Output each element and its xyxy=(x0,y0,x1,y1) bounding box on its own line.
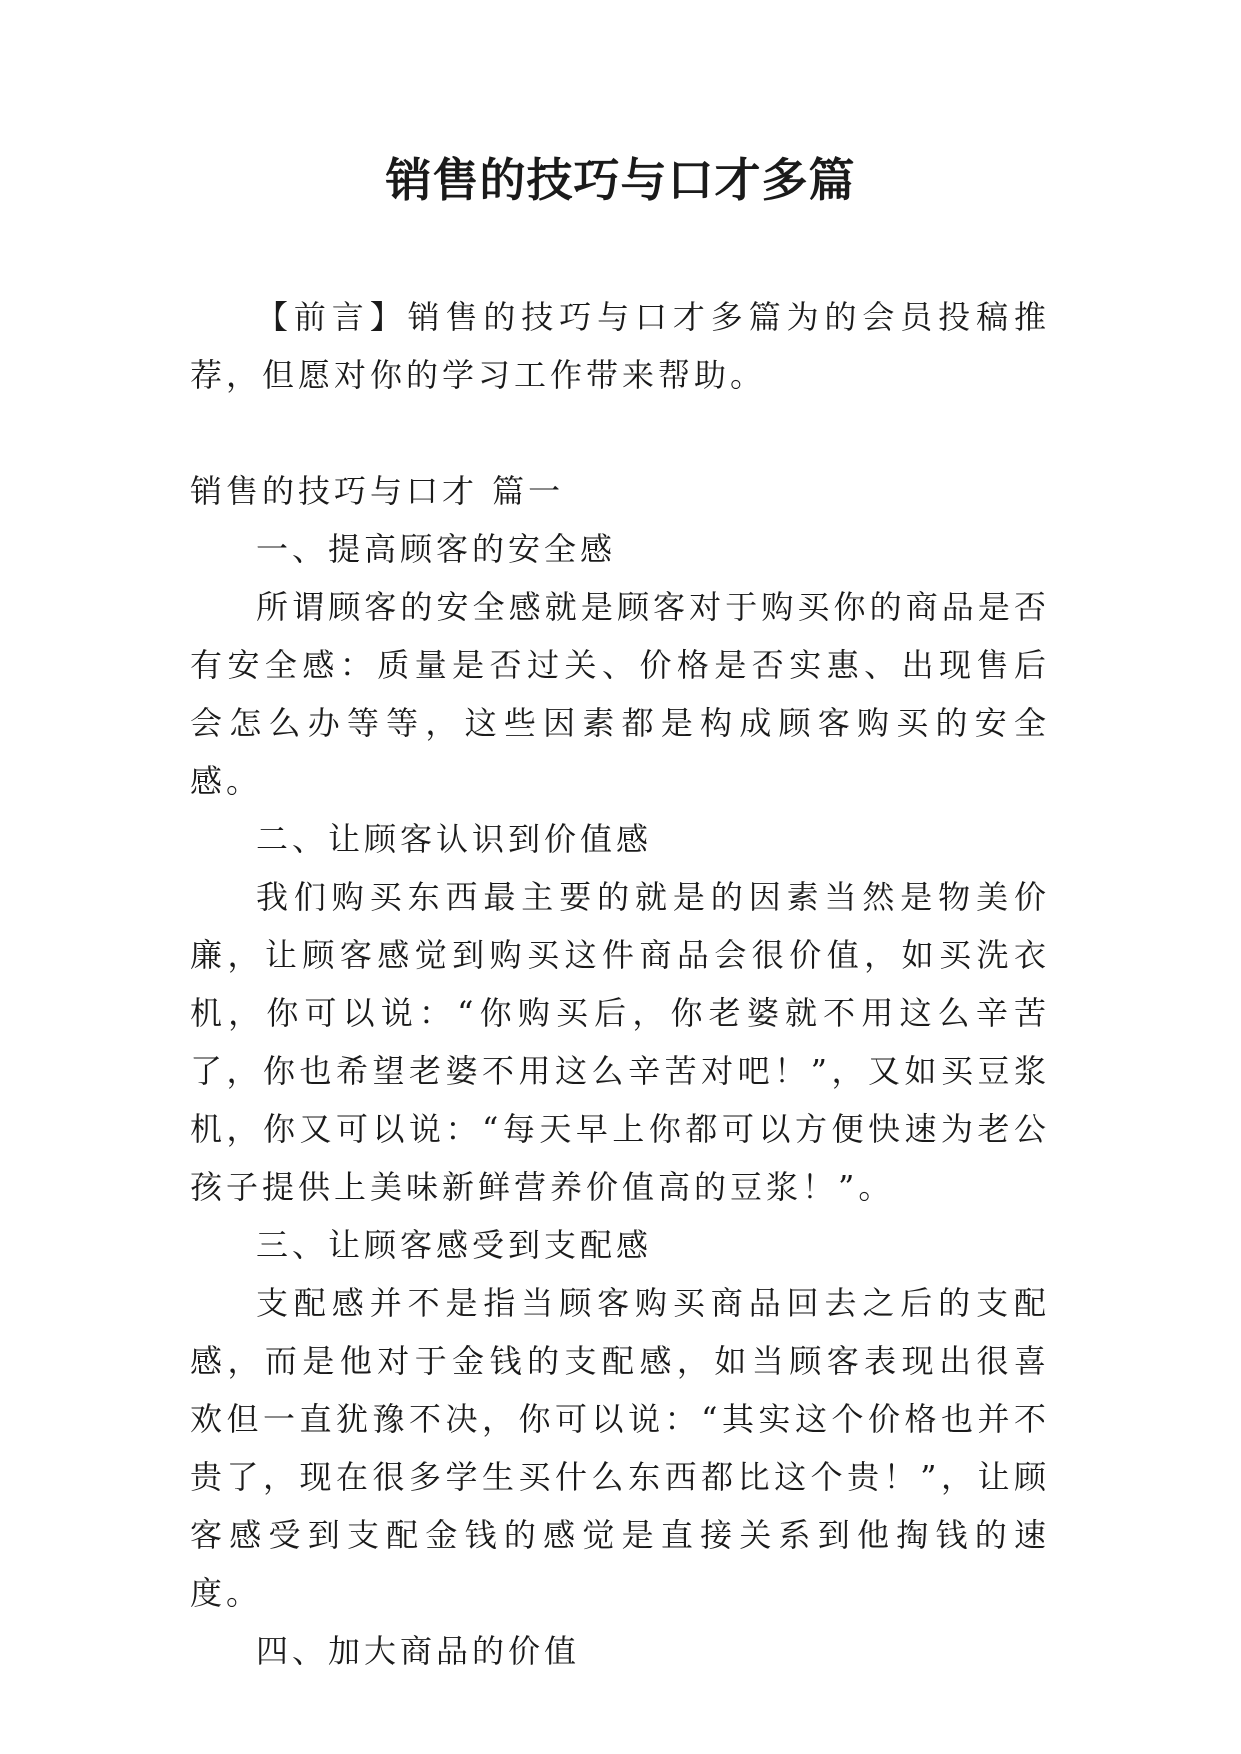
body-paragraph-1: 所谓顾客的安全感就是顾客对于购买你的商品是否有安全感：质量是否过关、价格是否实惠、出现售后会怎么办等等，这些因素都是构成顾客购买的安全感。 xyxy=(190,588,1050,800)
document-body xyxy=(190,288,1050,1680)
preface-paragraph: 【前言】销售的技巧与口才多篇为的会员投稿推荐，但愿对你的学习工作带来帮助。 xyxy=(190,298,1050,394)
point-heading-2: 二、让顾客认识到价值感 xyxy=(256,820,653,858)
point-heading-3: 三、让顾客感受到支配感 xyxy=(256,1226,653,1264)
section-title: 销售的技巧与口才 篇一 xyxy=(190,472,565,510)
document-title: 销售的技巧与口才多篇 xyxy=(385,153,856,207)
body-paragraph-3: 支配感并不是指当顾客购买商品回去之后的支配感，而是他对于金钱的支配感，如当顾客表现出很喜欢但一直犹豫不决，你可以说：“其实这个价格也并不贵了，现在很多学生买什么东西都比这个贵！”，让顾客感受到支配金钱的感觉是直接关系到他掏钱的速度。 xyxy=(190,1284,1050,1612)
body-paragraph-2: 我们购买东西最主要的就是的因素当然是物美价廉，让顾客感觉到购买这件商品会很价值，如买洗衣机，你可以说：“你购买后，你老婆就不用这么辛苦了，你也希望老婆不用这么辛苦对吧！”，又如买豆浆机，你又可以说：“每天早上你都可以方便快速为老公孩子提供上美味新鲜营养价值高的豆浆！”。 xyxy=(190,878,1050,1206)
point-heading-1: 一、提高顾客的安全感 xyxy=(256,530,617,568)
point-heading-4: 四、加大商品的价值 xyxy=(256,1632,581,1670)
